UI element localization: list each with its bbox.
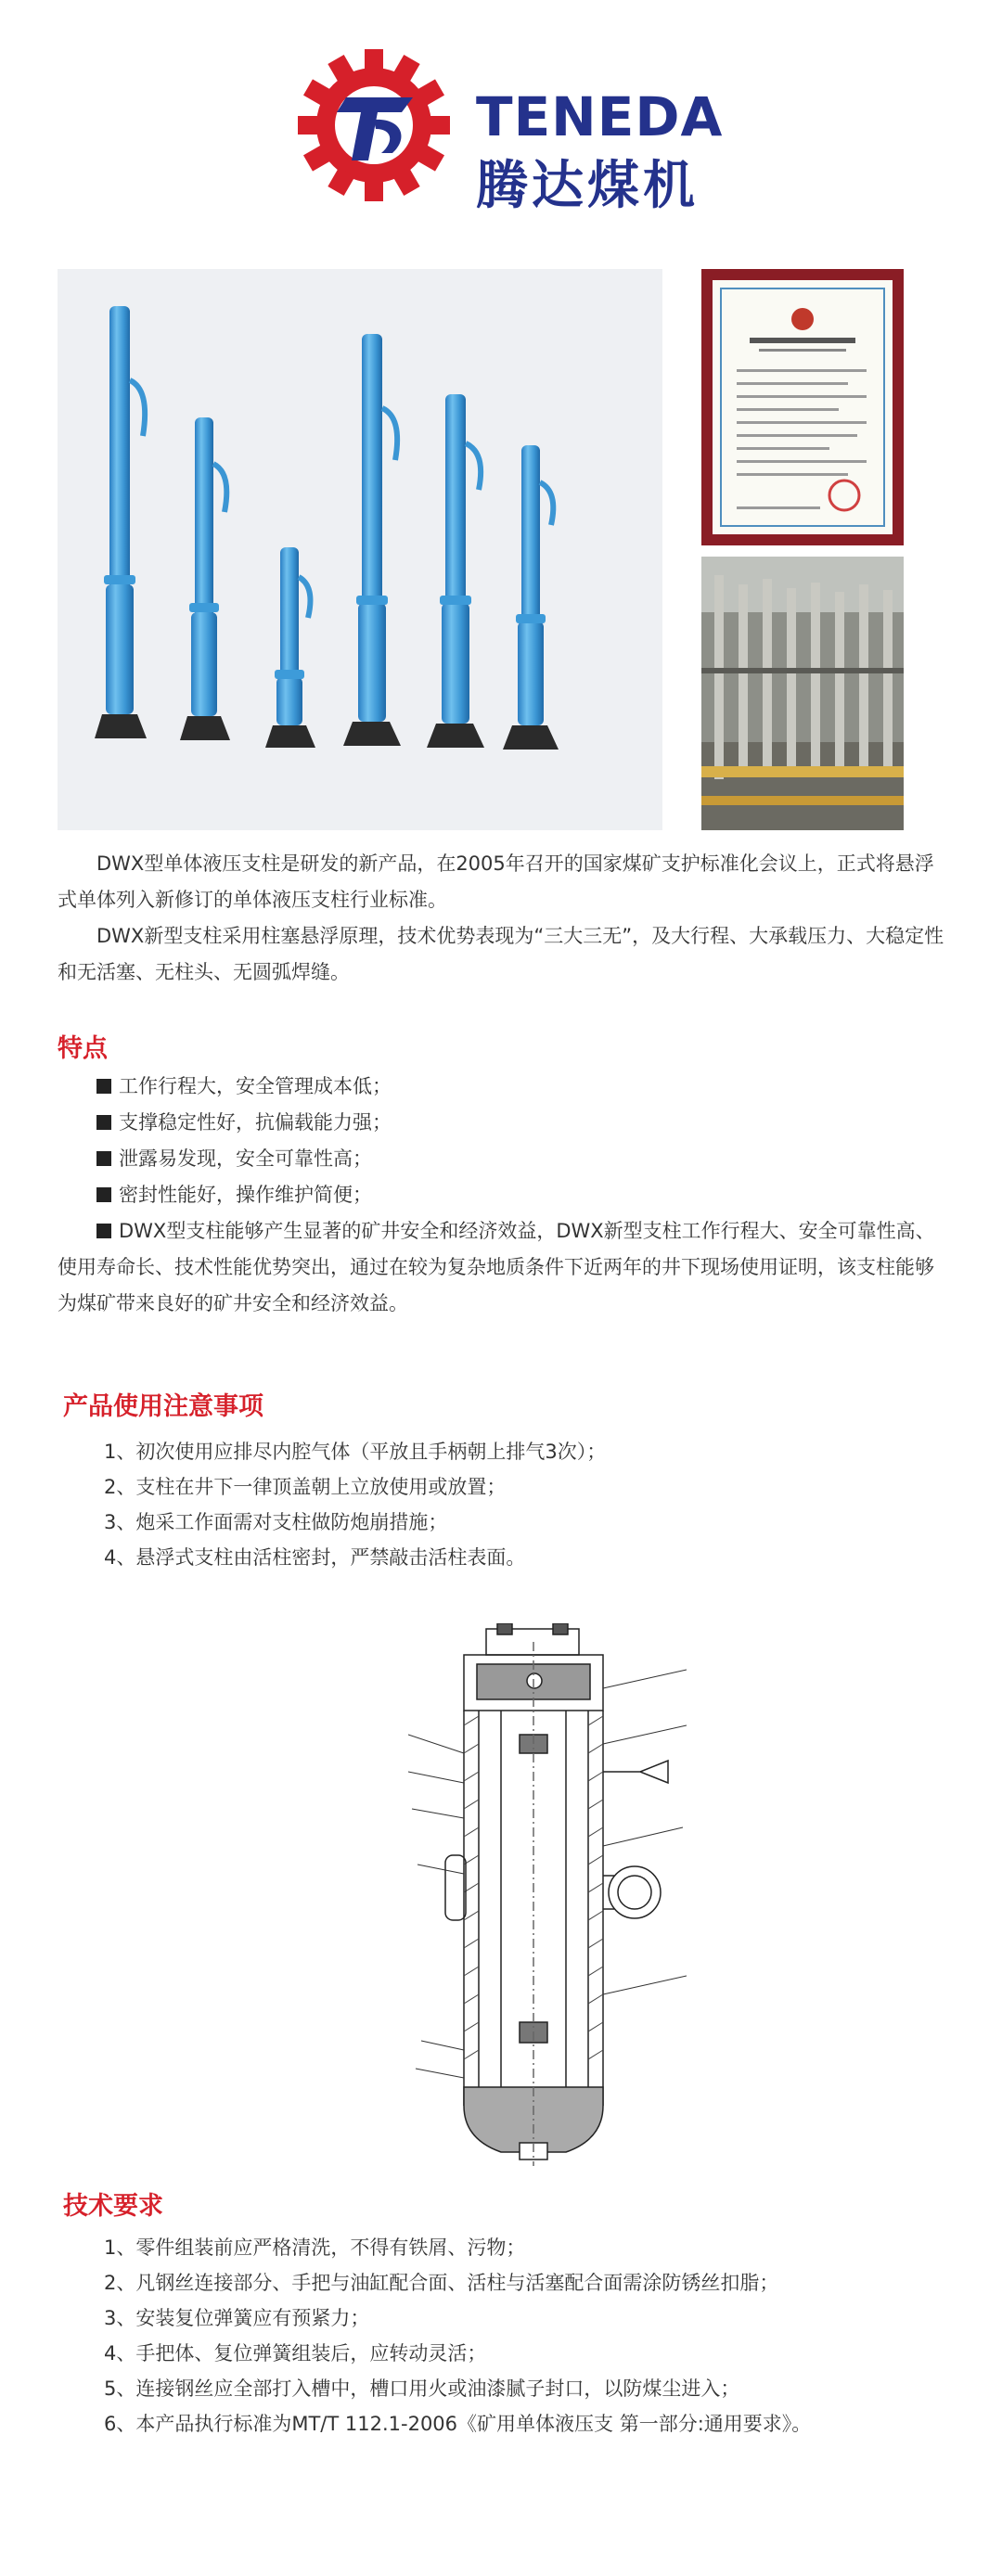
square-bullet-icon xyxy=(96,1224,111,1238)
intro-paragraph-1 xyxy=(58,846,944,918)
intro-paragraph-2 xyxy=(58,918,944,991)
tech-item: 6、本产品执行标准为MT/T 112.1-2006《矿用单体液压支 第一部分:通用要求》。 xyxy=(104,2413,812,2435)
features-heading: 特点 xyxy=(58,1034,108,1063)
tech-item: 1、零件组装前应严格清洗，不得有铁屑、污物； xyxy=(104,2236,526,2259)
hydraulic-props-image xyxy=(58,269,662,830)
tech-heading: 技术要求 xyxy=(63,2192,163,2221)
factory-props-image xyxy=(701,557,904,830)
tech-item: 5、连接钢丝应全部打入槽中，槽口用火或油漆腻子封口，以防煤尘进入； xyxy=(104,2377,740,2400)
brand-name-en: TENEDA xyxy=(476,85,724,148)
usage-heading: 产品使用注意事项 xyxy=(63,1392,263,1421)
feature-text: 支撑稳定性好，抗偏载能力强； xyxy=(119,1111,392,1134)
technical-drawing xyxy=(408,1623,687,2171)
feature-item xyxy=(96,1069,950,1105)
teneda-logo xyxy=(283,46,747,216)
square-bullet-icon xyxy=(96,1079,111,1094)
brand-name-cn: 腾达煤机 xyxy=(476,156,699,216)
feature-text: 工作行程大，安全管理成本低； xyxy=(119,1075,392,1097)
tech-item: 4、手把体、复位弹簧组装后，应转动灵活； xyxy=(104,2342,487,2365)
safety-certificate-image xyxy=(701,269,904,545)
feature-item xyxy=(96,1105,950,1141)
feature-item xyxy=(96,1141,950,1177)
feature-item xyxy=(58,1213,948,1322)
prop-cross-section-icon xyxy=(408,1623,687,2171)
tech-item: 3、安装复位弹簧应有预紧力； xyxy=(104,2307,370,2329)
intro-text-2: DWX新型支柱采用柱塞悬浮原理，技术优势表现为“三大三无”，及大行程、大承载压力、大稳定性和无活塞、无柱头、无圆弧焊缝。 xyxy=(58,925,944,983)
usage-item: 4、悬浮式支柱由活柱密封，严禁敲击活柱表面。 xyxy=(104,1546,526,1569)
feature-item xyxy=(96,1177,950,1213)
gear-logo-icon xyxy=(283,46,469,204)
feature-text: DWX型支柱能够产生显著的矿井安全和经济效益，DWX新型支柱工作行程大、安全可靠性高、使用寿命长、技术性能优势突出，通过在较为复杂地质条件下近两年的井下现场使用证明，该支柱能够为煤矿带来良好的矿井安全和经济效益。 xyxy=(58,1220,935,1314)
usage-item: 3、炮采工作面需对支柱做防炮崩措施； xyxy=(104,1511,448,1533)
certificate-content-icon xyxy=(713,280,893,534)
square-bullet-icon xyxy=(96,1151,111,1166)
square-bullet-icon xyxy=(96,1115,111,1130)
feature-text: 密封性能好，操作维护简便； xyxy=(119,1184,372,1206)
tech-item: 2、凡钢丝连接部分、手把与油缸配合面、活柱与活塞配合面需涂防锈丝扣脂； xyxy=(104,2272,779,2294)
square-bullet-icon xyxy=(96,1187,111,1202)
feature-text: 泄露易发现，安全可靠性高； xyxy=(119,1147,372,1170)
certificate-paper xyxy=(713,280,893,534)
usage-item: 2、支柱在井下一律顶盖朝上立放使用或放置； xyxy=(104,1476,507,1498)
intro-text-1: DWX型单体液压支柱是研发的新产品，在2005年召开的国家煤矿支护标准化会议上，正式将悬浮式单体列入新修订的单体液压支柱行业标准。 xyxy=(58,852,934,911)
usage-item: 1、初次使用应排尽内腔气体（平放且手柄朝上排气3次）； xyxy=(104,1441,607,1463)
product-photo xyxy=(58,269,662,830)
factory-photo xyxy=(701,557,904,830)
